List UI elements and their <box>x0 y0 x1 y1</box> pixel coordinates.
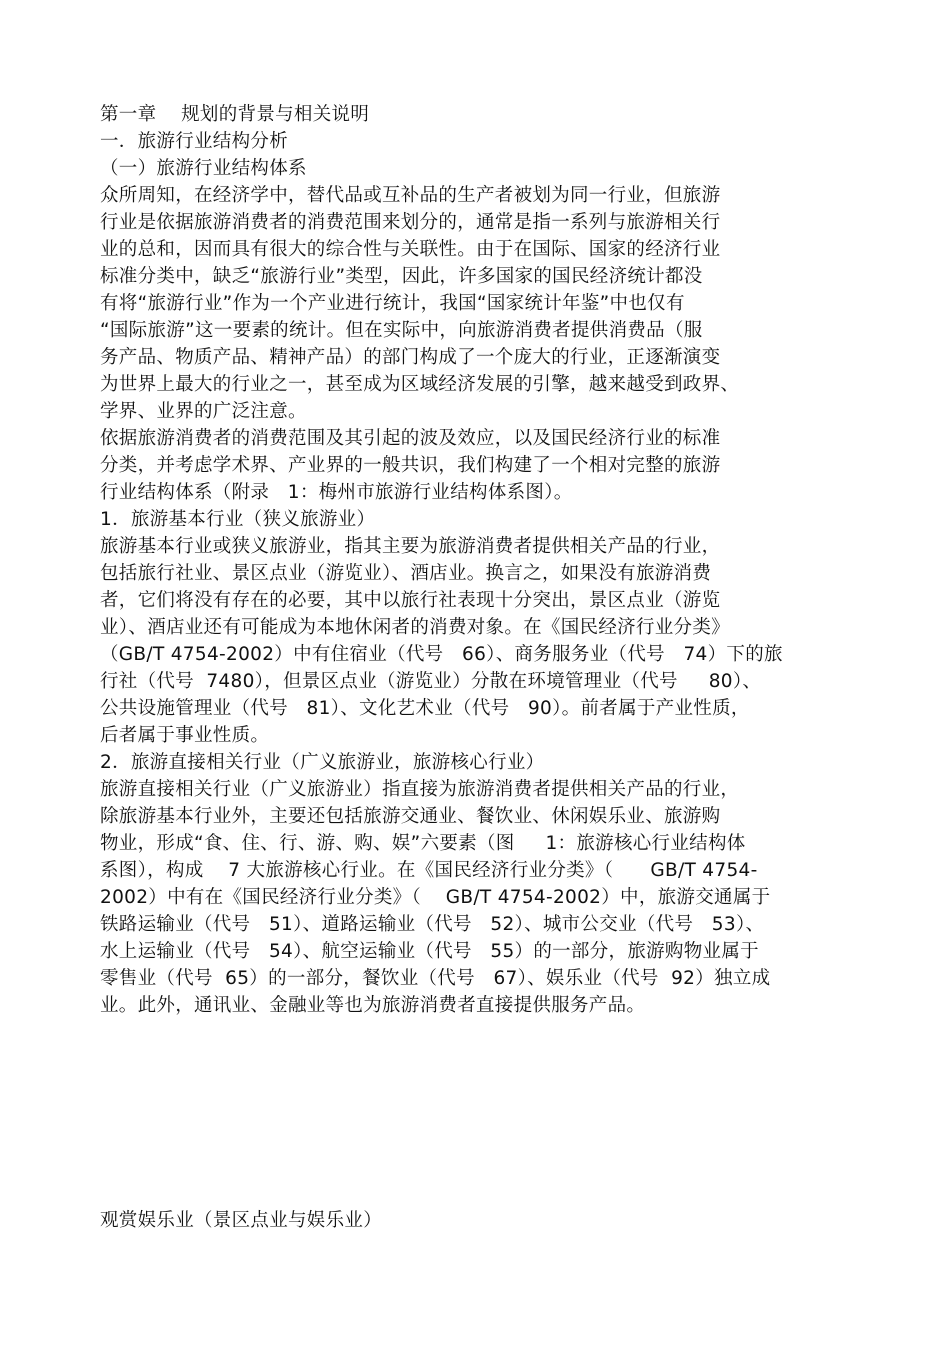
text-line: 学界、业界的广泛注意。 <box>100 401 307 422</box>
text-line: 行业是依据旅游消费者的消费范围来划分的，通常是指一系列与旅游相关行 <box>100 212 721 233</box>
text-line: 水上运输业（代号 54）、航空运输业（代号 55）的一部分，旅游购物业属于 <box>100 941 759 962</box>
text-line: 旅游基本行业或狭义旅游业，指其主要为旅游消费者提供相关产品的行业， <box>100 536 721 557</box>
text-line: 行业结构体系（附录 1：梅州市旅游行业结构体系图）。 <box>100 482 573 503</box>
text-line: 业）、酒店业还有可能成为本地休闲者的消费对象。在《国民经济行业分类》 <box>100 617 730 638</box>
text-line: 务产品、物质产品、精神产品）的部门构成了一个庞大的行业，正逐渐演变 <box>100 347 721 368</box>
text-line: 分类，并考虑学术界、产业界的一般共识，我们构建了一个相对完整的旅游 <box>100 455 721 476</box>
chapter-title: 第一章 规划的背景与相关说明 <box>100 104 370 125</box>
text-line: 系图），构成 7 大旅游核心行业。在《国民经济行业分类》（ GB/T 4754- <box>100 860 758 881</box>
text-line: 业的总和，因而具有很大的综合性与关联性。由于在国际、国家的经济行业 <box>100 239 721 260</box>
text-line: 包括旅行社业、景区点业（游览业）、酒店业。换言之，如果没有旅游消费 <box>100 563 712 584</box>
text-line: 者，它们将没有存在的必要，其中以旅行社表现十分突出，景区点业（游览 <box>100 590 721 611</box>
text-line: 旅游直接相关行业（广义旅游业）指直接为旅游消费者提供相关产品的行业， <box>100 779 740 800</box>
text-line: 公共设施管理业（代号 81）、文化艺术业（代号 90）。前者属于产业性质， <box>100 698 750 719</box>
text-line: 业。此外，通讯业、金融业等也为旅游消费者直接提供服务产品。 <box>100 995 646 1016</box>
text-line: 依据旅游消费者的消费范围及其引起的波及效应，以及国民经济行业的标准 <box>100 428 721 449</box>
subheading-direct-industry: 2．旅游直接相关行业（广义旅游业，旅游核心行业） <box>100 752 545 773</box>
text-line: （GB/T 4754-2002）中有住宿业（代号 66）、商务服务业（代号 74）下的旅 <box>100 644 783 665</box>
text-line: 行社（代号 7480），但景区点业（游览业）分散在环境管理业（代号 80）、 <box>100 671 762 692</box>
text-line: 众所周知，在经济学中，替代品或互补品的生产者被划为同一行业，但旅游 <box>100 185 721 206</box>
text-line: 后者属于事业性质。 <box>100 725 270 746</box>
section-heading: 一．旅游行业结构分析 <box>100 131 289 152</box>
text-line: 为世界上最大的行业之一，甚至成为区域经济发展的引擎，越来越受到政界、 <box>100 374 740 395</box>
subheading-basic-industry: 1．旅游基本行业（狭义旅游业） <box>100 509 376 530</box>
text-line: 2002）中有在《国民经济行业分类》（ GB/T 4754-2002）中，旅游交通属于 <box>100 887 771 908</box>
text-line: 物业，形成“食、住、行、游、购、娱”六要素（图 1：旅游核心行业结构体 <box>100 833 746 854</box>
text-line: 标准分类中，缺乏“旅游行业”类型，因此，许多国家的国民经济统计都没 <box>100 266 703 287</box>
trailing-heading: 观赏娱乐业（景区点业与娱乐业） <box>100 1210 383 1231</box>
subsection-heading: （一）旅游行业结构体系 <box>100 158 307 179</box>
text-line: 零售业（代号 65）的一部分，餐饮业（代号 67）、娱乐业（代号 92）独立成 <box>100 968 771 989</box>
text-line: “国际旅游”这一要素的统计。但在实际中，向旅游消费者提供消费品（服 <box>100 320 703 341</box>
text-line: 铁路运输业（代号 51）、道路运输业（代号 52）、城市公交业（代号 53）、 <box>100 914 765 935</box>
text-line: 除旅游基本行业外，主要还包括旅游交通业、餐饮业、休闲娱乐业、旅游购 <box>100 806 721 827</box>
text-line: 有将“旅游行业”作为一个产业进行统计，我国“国家统计年鉴”中也仅有 <box>100 293 685 314</box>
